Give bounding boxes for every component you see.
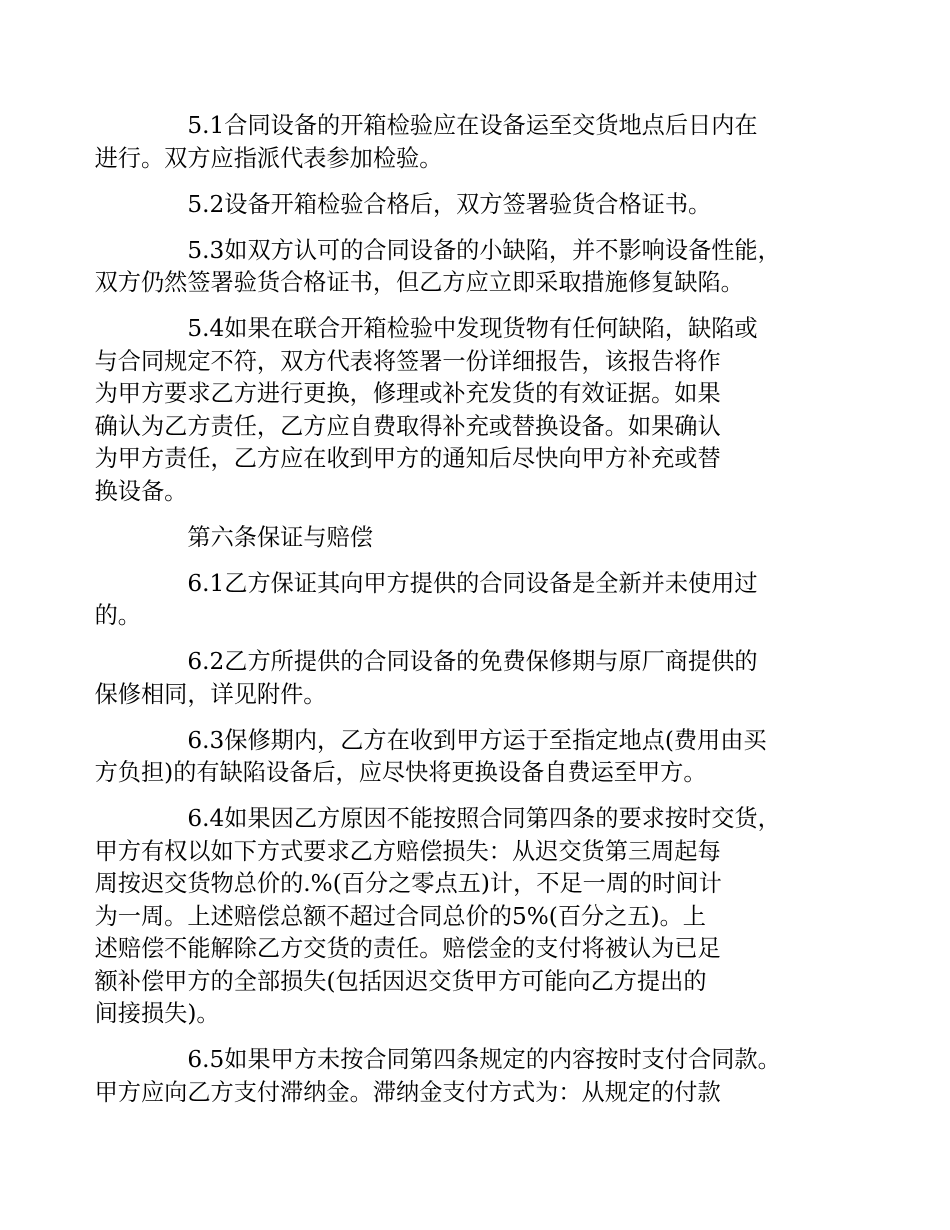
text-line: 5.4如果在联合开箱检验中发现货物有任何缺陷，缺陷或 (187, 315, 758, 342)
clause-6-3 (94, 725, 831, 790)
heading-text: 第六条保证与赔偿 (187, 523, 373, 551)
text-line: 甲方应向乙方支付滞纳金。滞纳金支付方式为：从规定的付款 (94, 1078, 721, 1106)
text-line: 的。 (94, 602, 141, 629)
clause-6-5 (94, 1044, 831, 1109)
text-line: 5.1合同设备的开箱检验应在设备运至交货地点后日内在 (187, 112, 758, 139)
text-line: 换设备。 (94, 477, 188, 505)
text-line: 方负担)的有缺陷设备后，应尽快将更换设备自费运至甲方。 (94, 759, 707, 786)
text-line: 为甲方责任，乙方应在收到甲方的通知后尽快向甲方补充或替 (94, 445, 721, 472)
text-line: 为一周。上述赔偿总额不超过合同总价的5%(百分之五)。上 (94, 902, 706, 930)
text-line: 6.3保修期内，乙方在收到甲方运于至指定地点(费用由买 (187, 726, 767, 754)
clause-6-1 (94, 568, 831, 633)
text-line: 6.5如果甲方未按合同第四条规定的内容按时支付合同款。 (187, 1046, 781, 1073)
text-line: 周按迟交货物总价的.%(百分之零点五)计，不足一周的时间计 (94, 870, 722, 897)
clause-6-4 (94, 803, 831, 1031)
text-line: 保修相同，详见附件。 (94, 680, 327, 708)
text-line: 6.4如果因乙方原因不能按照合同第四条的要求按时交货， (187, 805, 781, 832)
clause-5-2 (141, 189, 831, 222)
text-line: 述赔偿不能解除乙方交货的责任。赔偿金的支付将被认为已足 (94, 935, 721, 962)
clause-5-3 (94, 235, 831, 300)
text-line: 甲方有权以如下方式要求乙方赔偿损失：从迟交货第三周起每 (94, 837, 721, 865)
text-line: 间接损失)。 (94, 1000, 220, 1027)
text-line: 额补偿甲方的全部损失(包括因迟交货甲方可能向乙方提出的 (94, 967, 707, 995)
text-line: 进行。双方应指派代表参加检验。 (94, 144, 443, 172)
clause-5-4 (94, 313, 831, 508)
text-line: 为甲方要求乙方进行更换，修理或补充发货的有效证据。如果 (94, 380, 721, 407)
text-line: 5.2设备开箱检验合格后，双方签署验货合格证书。 (187, 190, 712, 218)
text-line: 双方仍然签署验货合格证书，但乙方应立即采取措施修复缺陷。 (94, 269, 744, 296)
document-page (94, 110, 831, 1123)
text-line: 与合同规定不符，双方代表将签署一份详细报告，该报告将作 (94, 347, 721, 375)
text-line: 6.1乙方保证其向甲方提供的合同设备是全新并未使用过 (187, 569, 758, 597)
clause-6-2 (94, 646, 831, 711)
section-heading-6 (141, 522, 831, 555)
text-line: 确认为乙方责任，乙方应自费取得补充或替换设备。如果确认 (94, 412, 721, 440)
text-line: 6.2乙方所提供的合同设备的免费保修期与原厂商提供的 (187, 648, 758, 675)
clause-5-1 (94, 110, 831, 175)
text-line: 5.3如双方认可的合同设备的小缺陷，并不影响设备性能， (187, 236, 781, 264)
